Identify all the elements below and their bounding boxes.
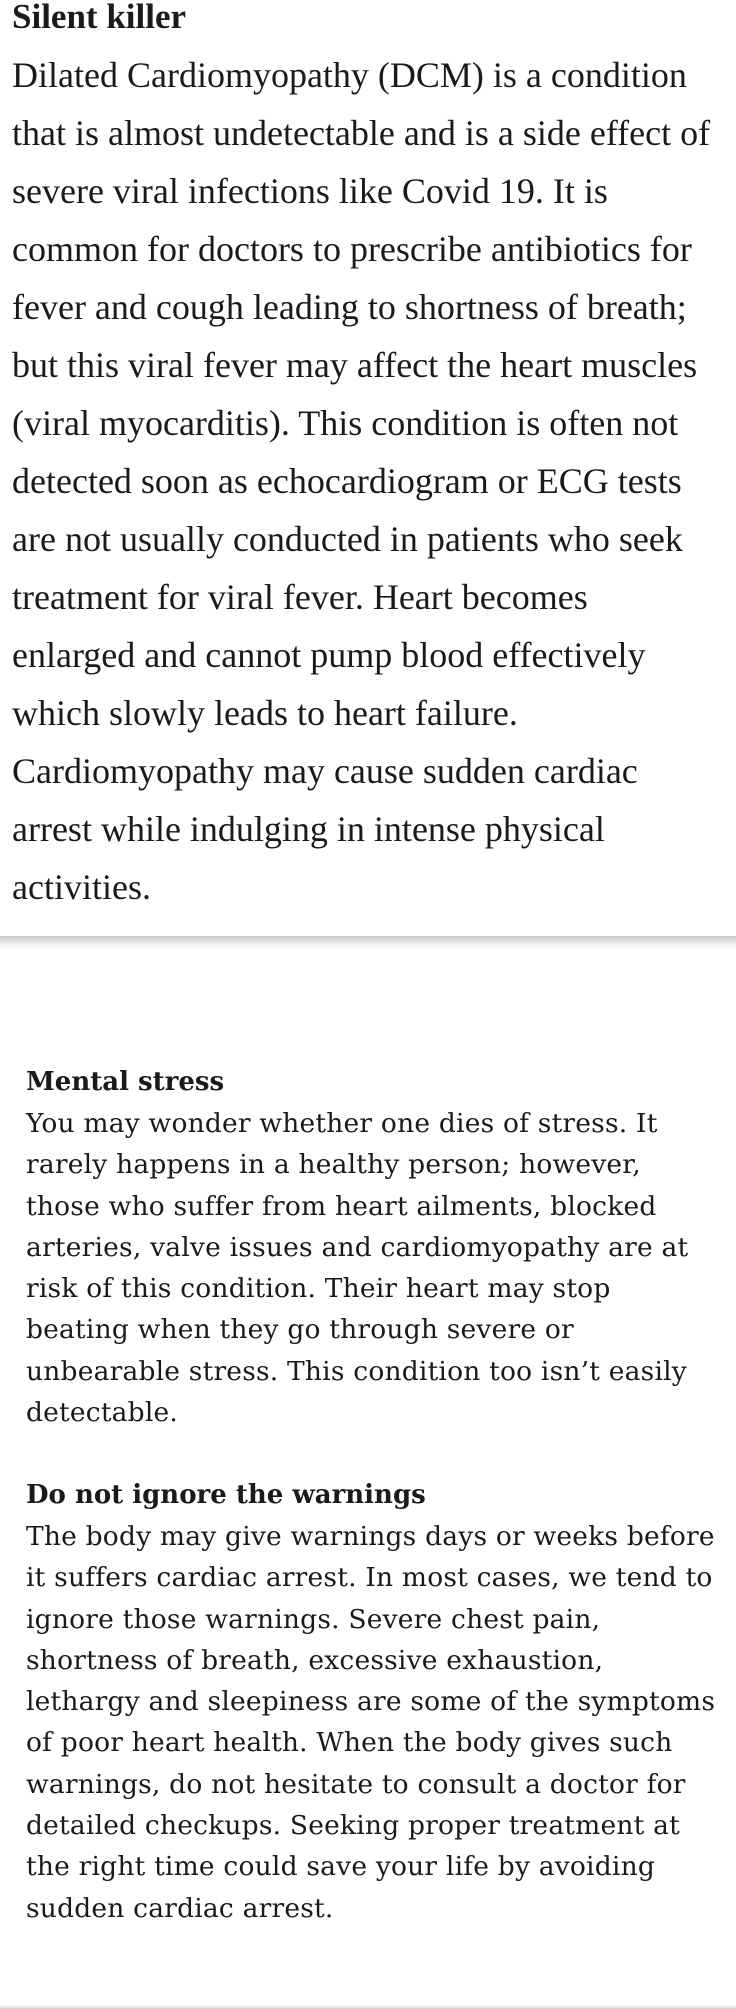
section-body-warnings: The body may give warnings days or weeks before it suffers cardiac arrest. In most cases, we tend to ignore those warnings. Severe chest pain, shortness of breath, excessive exhaustion, lethargy and sleepiness are some of the symptoms of poor heart health. When the body gives such warnings, do not hesitate to consult a doctor for detailed checkups. Seeking proper treatment at the right time could save your life by avoiding sudden cardiac arrest. [26,1521,716,1924]
article-continuation [0,950,736,2009]
article-section-mental-stress [26,1062,716,1433]
section-body-mental-stress: You may wonder whether one dies of stress. It rarely happens in a healthy person; however, those who suffer from heart ailments, blocked arteries, valve issues and cardiomyopathy are at risk of this condition. Their heart may stop beating when they go through severe or unbearable stress. This condition too isn’t easily detectable. [26,1108,689,1429]
section-heading-warnings: Do not ignore the warnings [26,1480,426,1510]
section-body-silent-killer: Dilated Cardiomyopathy (DCM) is a condition that is almost undetectable and is a side effect of severe viral infections like Covid 19. It is common for doctors to prescribe antibiotics for fever and cough leading to shortness of breath; but this viral fever may affect the heart muscles (viral myocarditis). This condition is often not detected soon as echocardiogram or ECG tests are not usually conducted in patients who seek treatment for viral fever. Heart becomes enlarged and cannot pump blood effectively which slowly leads to heart failure. Cardiomyopathy may cause sudden cardiac arrest while indulging in intense physical activities. [12,55,711,907]
section-heading-silent-killer: Silent killer [12,0,187,36]
section-heading-mental-stress: Mental stress [26,1067,225,1097]
screenshot-divider [0,936,736,950]
bottom-edge [0,2005,736,2009]
article-section-warnings [26,1475,716,1929]
article-section-silent-killer [0,0,736,936]
